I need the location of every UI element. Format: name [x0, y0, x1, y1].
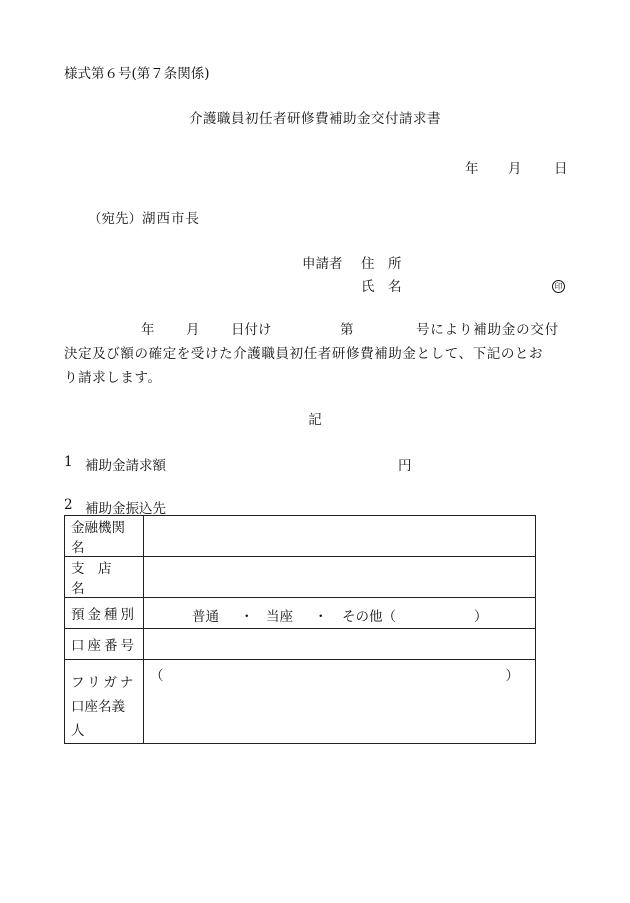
deposit-current[interactable]: 当座	[266, 609, 293, 625]
addressee	[88, 207, 200, 227]
deposit-other[interactable]: その他（	[342, 609, 396, 625]
ki-heading: 記	[308, 412, 322, 428]
body-line-2: 決定及び額の確定を受けた介護職員初任者研修費補助金として、下記のとお	[64, 346, 544, 362]
row-institution	[65, 516, 536, 557]
branch-field[interactable]	[144, 557, 536, 598]
section2-number: 2	[64, 497, 73, 513]
holder-label-cell	[65, 660, 144, 744]
document-title: 介護職員初任者研修費補助金交付請求書	[189, 111, 441, 127]
row-holder	[65, 660, 536, 744]
body-no: 第	[340, 322, 354, 338]
applicant-name-label: 氏 名	[361, 279, 402, 295]
seal-mark: 印	[552, 280, 565, 293]
request-body	[64, 318, 580, 390]
form-number: 様式第６号(第７条関係)	[64, 66, 210, 82]
section1-label: 補助金請求額	[85, 458, 166, 474]
account-number-field[interactable]	[144, 629, 536, 660]
holder-paren-close: ）	[505, 668, 519, 684]
holder-label: 口座名義人	[71, 699, 125, 739]
section1-number: 1	[64, 454, 73, 470]
section2-label: 補助金振込先	[85, 501, 166, 517]
date-day: 日	[554, 161, 568, 177]
row-account-number	[65, 629, 536, 660]
addressee-label: （宛先）	[88, 211, 142, 227]
branch-label: 支 店 名	[65, 557, 144, 598]
body-year: 年	[141, 322, 155, 338]
holder-field[interactable]	[144, 660, 536, 744]
deposit-ordinary[interactable]: 普通	[192, 609, 219, 625]
body-line-1	[64, 318, 580, 342]
account-number-label: 口座番号	[65, 629, 144, 660]
body-dated: 日付け	[231, 322, 272, 338]
row-branch	[65, 557, 536, 598]
body-month: 月	[186, 322, 200, 338]
applicant-address-label: 住 所	[361, 256, 402, 272]
body-line-3: り請求します。	[64, 370, 162, 386]
deposit-other-close: ）	[474, 609, 488, 625]
row-deposit-type	[65, 598, 536, 629]
deposit-type-field[interactable]	[144, 598, 536, 629]
furigana-label: フリガナ	[71, 675, 137, 691]
date-year: 年	[465, 161, 479, 177]
bank-account-table	[64, 515, 536, 744]
body-rest: 号により補助金の交付	[416, 322, 559, 338]
deposit-sep-1: ・	[240, 609, 254, 625]
applicant-role: 申請者	[302, 256, 343, 272]
section1-unit: 円	[398, 458, 412, 474]
date-month: 月	[508, 161, 522, 177]
institution-field[interactable]	[144, 516, 536, 557]
addressee-name: 湖西市長	[142, 211, 200, 227]
institution-label: 金融機関名	[65, 516, 144, 557]
deposit-type-label: 預金種別	[65, 598, 144, 629]
holder-paren-open: （	[150, 668, 164, 684]
deposit-sep-2: ・	[314, 609, 328, 625]
